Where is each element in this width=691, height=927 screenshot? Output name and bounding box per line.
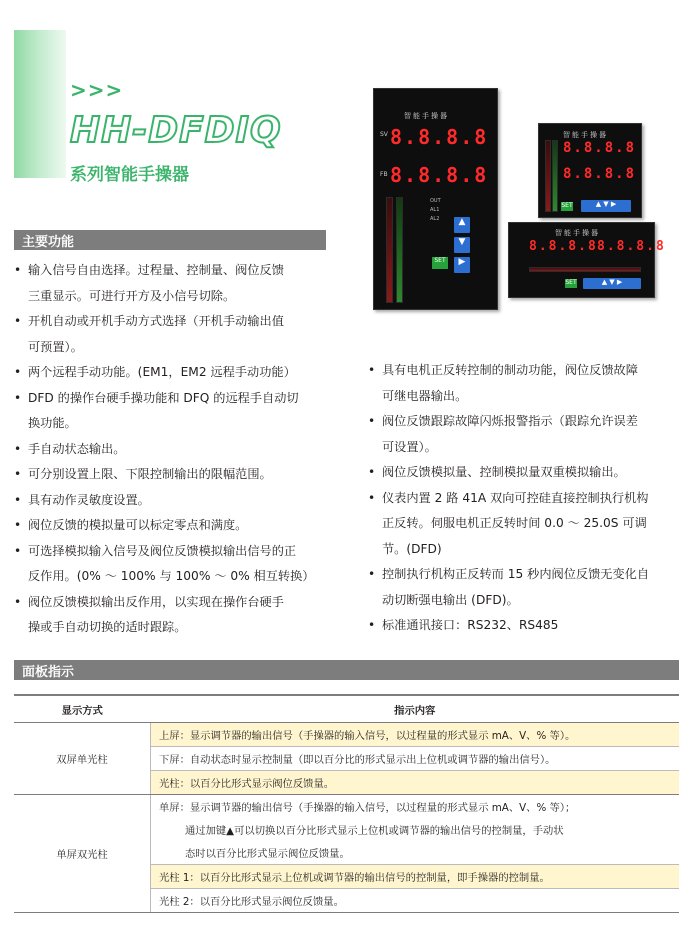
list-item: • 输入信号自由选择。过程量、控制量、阀位反馈 三重显示。可进行开方及小信号切除。 (14, 263, 284, 303)
lower-display: 8.8.8.8 (390, 163, 489, 187)
upper-display: 8.8.8.8 (390, 125, 489, 149)
functions-right-column (368, 358, 684, 639)
instrument-small-horizontal (508, 222, 666, 298)
list-item: • 具有动作灵敏度设置。 (14, 492, 150, 507)
table-row (14, 723, 679, 747)
table-cell: 通过加键▲可以切换以百分比形式显示上位机或调节器的输出信号的控制量，手动状 (185, 825, 564, 837)
list-item: • 可选择模拟输入信号及阀位反馈模拟输出信号的正 反作用。(0% ～ 100% 与 100% ～ 0% 相互转换） (14, 543, 315, 583)
up-arrow-button[interactable]: ▲ (454, 217, 470, 233)
instrument-medium (538, 123, 642, 218)
table-cell: 光柱：以百分比形式显示阀位反馈量。 (151, 771, 680, 795)
set-button[interactable]: SET (565, 279, 577, 286)
bar-graph-2 (552, 140, 558, 212)
lower-display: 8.8.8.8 (597, 239, 666, 254)
column-header: 显示方式 (14, 695, 151, 723)
panel-indication-table (14, 694, 679, 913)
display-mode-cell: 双屏单光柱 (14, 723, 151, 795)
instrument-title: 智能手操器 (555, 229, 600, 237)
list-item: • 具有电机正反转控制的制动功能，阀位反馈故障 可继电器输出。 (368, 363, 638, 403)
fb-label: FB (380, 171, 388, 178)
list-item: • 标准通讯接口：RS232、RS485 (368, 618, 559, 632)
list-item: • DFD 的操作台硬手操功能和 DFQ 的远程手自动切 换功能。 (14, 390, 299, 430)
header-green-block (14, 30, 66, 178)
upper-display: 8.8.8.8 (529, 239, 598, 254)
table-cell: 上屏：显示调节器的输出信号（手操器的输入信号，以过程量的形式显示 mA、V、% 等）。 (151, 723, 680, 747)
chevron-arrows-icon: >>> (70, 78, 124, 102)
bar-graph-1 (386, 197, 393, 303)
arrow-buttons[interactable]: ▲ ▼ ▶ (583, 278, 641, 289)
list-item: • 两个远程手动功能。(EM1，EM2 远程手动功能） (14, 365, 296, 379)
list-item: • 仪表内置 2 路 41A 双向可控硅直接控制执行机构 正反转。伺服电机正反转时间 0.0 ～ 25.0S 可调 节。(DFD) (368, 490, 649, 556)
panel-section-header (14, 660, 679, 680)
instrument-title: 智能手操器 (404, 112, 449, 120)
list-item: • 阀位反馈跟踪故障闪烁报警指示（跟踪允许误差 可设置）。 (368, 414, 638, 454)
bar-graph-1 (545, 140, 551, 212)
lower-display: 8.8.8.8 (563, 166, 637, 182)
table-row (14, 795, 679, 819)
table-cell: 态时以百分比形式显示阀位反馈量。 (151, 841, 680, 865)
table-cell: 下屏：自动状态时显示控制量（即以百分比的形式显示出上位机或调节器的输出信号）。 (151, 747, 680, 771)
list-item: • 可分别设置上限、下限控制输出的限幅范围。 (14, 467, 272, 481)
functions-section-header (14, 230, 326, 250)
model-title: HH-DFDIQ (70, 110, 282, 151)
sv-label: SV (380, 131, 388, 138)
functions-title: 主要功能 (22, 235, 75, 250)
instrument-large-vertical (373, 88, 498, 310)
list-item: • 手自动状态输出。 (14, 441, 126, 456)
list-item: • 控制执行机构正反转而 15 秒内阀位反馈无变化自 动切断强电输出 (DFD)。 (368, 567, 650, 607)
alarm-indicators: OUT AL1 AL2 (430, 198, 441, 222)
table-header-row (14, 695, 679, 723)
set-button[interactable]: SET (561, 202, 573, 209)
down-arrow-button[interactable]: ▼ (454, 237, 470, 253)
series-subtitle: 系列智能手操器 (70, 165, 189, 185)
table-cell: 光柱 1：以百分比形式显示上位机或调节器的输出信号的控制量，即手操器的控制量。 (151, 865, 680, 889)
right-arrow-button[interactable]: ▶ (454, 257, 470, 273)
bar-graph-horizontal (529, 267, 641, 272)
arrow-buttons[interactable]: ▲ ▼ ▶ (581, 200, 631, 212)
panel-title: 面板指示 (22, 665, 75, 680)
table-cell: 光柱 2：以百分比形式显示阀位反馈量。 (151, 889, 680, 913)
list-item: • 开机自动或开机手动方式选择（开机手动输出值 可预置）。 (14, 314, 284, 354)
column-header: 指示内容 (151, 695, 680, 723)
bar-graph-2 (396, 197, 403, 303)
list-item: • 阀位反馈模拟量、控制模拟量双重模拟输出。 (368, 465, 626, 479)
functions-left-column (14, 258, 339, 641)
list-item: • 阀位反馈模拟输出反作用，以实现在操作台硬手 操或手自动切换的适时跟踪。 (14, 594, 284, 634)
set-button[interactable]: SET (432, 257, 448, 269)
table-cell: 单屏：显示调节器的输出信号（手操器的输入信号，以过程量的形式显示 mA、V、% 等）； (159, 802, 576, 814)
display-mode-cell: 单屏双光柱 (14, 795, 151, 913)
upper-display: 8.8.8.8 (563, 140, 637, 156)
list-item: • 阀位反馈的模拟量可以标定零点和满度。 (14, 518, 248, 532)
instrument-title: 智能手操器 (563, 131, 608, 139)
